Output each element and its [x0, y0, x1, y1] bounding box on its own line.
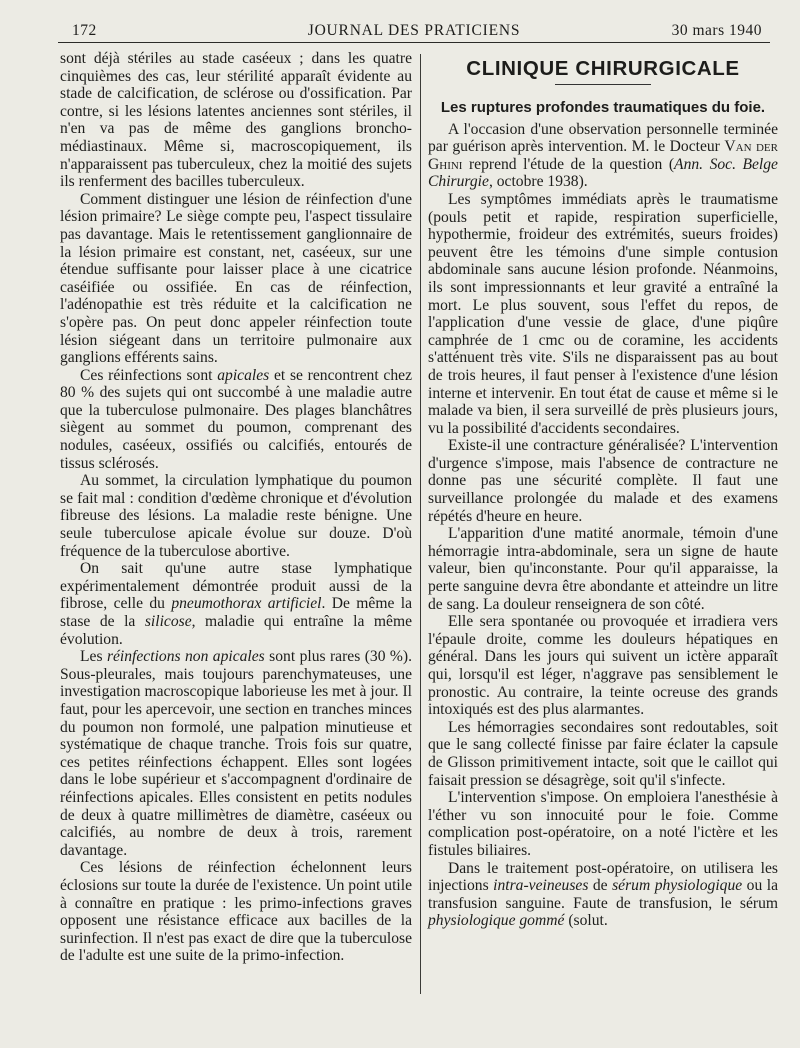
- paragraph: Elle sera spontanée ou provoquée et irradiera vers l'épaule droite, comme les douleurs hépatiques en général. Dans les jours qui suivent un ictère apparaît qui, lorsqu'il est léger, n'aggrave pas sensiblement le pronostic. Au contraire, la teinte ocreuse des grands intoxiqués est des plus alarmantes.: [428, 613, 778, 719]
- paragraph: A l'occasion d'une observation personnelle terminée par guérison après intervention. M. le Docteur Van der Ghini reprend l'étude de la question (Ann. Soc. Belge Chirurgie, octobre 1938).: [428, 120, 778, 191]
- emphasis: sérum physiologique: [612, 877, 743, 895]
- paragraph: Les réinfections non apicales sont plus rares (30 %). Sous-pleurales, mais toujours parenchymateuses, une investigation macroscopique laborieuse les met à jour. Il faut, pour les apercevoir, une section en tranches minces du poumon non formolé, une palpation minutieuse et systématique de chaque tranche. Trois fois sur quatre, ces petites réinfections échappent. Elles sont logées dans le lobe supérieur et s'accompagnent d'ordinaire de réinfections apicales. Elles consistent en petits nodules de deux à quatre millimètres de diamètre, caséeux ou calcifiés, au nombre de deux à trois, rarement davantage.: [60, 648, 412, 859]
- emphasis: apicales: [217, 366, 270, 384]
- citation: Ann. Soc. Belge Chirurgie: [428, 155, 778, 191]
- paragraph: sont déjà stériles au stade caséeux ; dans les quatre cinquièmes des cas, leur stérilité apparaît évidente au stade de calcification, de sclérose ou d'ossification. Par contre, si les lésions latentes anciennes sont stériles, il n'en va pas de même des ganglions broncho-médiastinaux. Même si, macroscopiquement, ils n'apparaissent pas tuberculeux, chez la moitié des sujets ils renferment des bacilles tuberculeux.: [60, 50, 412, 191]
- issue-date: 30 mars 1940: [671, 22, 762, 39]
- paragraph: Les symptômes immédiats après le traumatisme (pouls petit et rapide, respiration superficielle, hypothermie, froideur des extrémités, sueurs froides) peuvent être les témoins d'une simple contusion abdominale sans aucune lésion profonde. Néanmoins, ils sont impressionnants et leur gravité a entraîné la mort. Le plus souvent, sous l'effet du repos, de l'application d'une vessie de glace, d'une piqûre camphrée de 1 cmc ou de coramine, les accidents s'atténuent très vite. S'ils ne disparaissent pas au bout de trois heures, il faut penser à l'existence d'une lésion interne et intervenir. En tout état de cause et même si le malade va bien, il sera surveillé de près plusieurs jours, vu la possibilité d'accidents secondaires.: [428, 190, 778, 437]
- column-divider: [420, 54, 421, 994]
- paragraph: Ces réinfections sont apicales et se rencontrent chez 80 % des sujets qui ont succombé à une maladie autre que la tuberculose pulmonaire. Des plages blanchâtres siègent au sommet du poumon, comprenant des nodules, caséeux, ossifiés ou calcifiés, entourés de tissus sclérosés.: [60, 366, 412, 472]
- paragraph: Ces lésions de réinfection échelonnent leurs éclosions sur toute la durée de l'existence. Un point utile à connaître en pratique : les primo-infections graves opposent une résistance efficace aux bacilles de la surinfection. Il n'est pas exact de dire que la tuberculose de l'adulte est une suite de la primo-infection.: [60, 859, 412, 965]
- emphasis: silicose: [144, 613, 192, 630]
- left-column: [60, 50, 412, 965]
- right-column: [428, 52, 778, 930]
- running-header: [58, 18, 770, 44]
- journal-title: JOURNAL DES PRATICIENS: [307, 22, 521, 39]
- paragraph: Les hémorragies secondaires sont redoutables, soit que le sang collecté finisse par faire éclater la capsule de Glisson primitivement intacte, soit que le caillot qui faisait pression se désagrège, soit qu'il s'infecte.: [428, 718, 778, 789]
- page-number: 172: [72, 22, 97, 39]
- paragraph: Comment distinguer une lésion de réinfection d'une lésion primaire? Le siège compte peu, l'aspect tissulaire pas davantage. Mais le retentissement ganglionnaire de la lésion primaire est constant, net, caséeux, sur une étendue suffisante pour laisser place à une cicatrice caséifiée ou ossifiée. En cas de réinfection, l'adénopathie est très réduite et la calcification ne s'opère pas. On peut donc appeler réinfection toute lésion siégeant dans un territoire pulmonaire aux ganglions efférents sains.: [60, 190, 412, 367]
- paragraph: L'apparition d'une matité anormale, témoin d'une hémorragie intra-abdominale, sera un signe de haute valeur, bien qu'inconstante. Pour qu'il apparaisse, la perte sanguine devra être abondante et atteindre un litre de sang. La douleur renseignera de son côté.: [428, 525, 778, 613]
- emphasis: intra-veineuses: [493, 877, 589, 895]
- paragraph: Dans le traitement post-opératoire, on utilisera les injections intra-veineuses de sérum physiologique ou la transfusion sanguine. Faute de transfusion, le sérum physiologique gommé (solut.: [428, 859, 778, 930]
- title-ornament-rule: [555, 84, 651, 85]
- emphasis: physiologique gommé: [428, 912, 565, 930]
- header-rule: [58, 42, 770, 43]
- emphasis: pneumothorax artificiel: [171, 595, 322, 613]
- emphasis: réinfections non apicales: [106, 648, 265, 666]
- paragraph: Existe-il une contracture généralisée? L'intervention d'urgence s'impose, mais l'absence de contracture ne donne pas une sécurité complète. Il faut une surveillance prolongée du malade et des examens répétés d'heure en heure.: [428, 437, 778, 525]
- paragraph: On sait qu'une autre stase lymphatique expérimentalement démontrée produit aussi de la fibrose, celle du pneumothorax artificiel. De même la stase de la silicose, maladie qui entraîne la même évolution.: [60, 560, 412, 648]
- author-name: Van der Ghini: [428, 138, 778, 173]
- paragraph: L'intervention s'impose. On emploiera l'anesthésie à l'éther vu son innocuité pour le foie. Comme complication post-opératoire, on a noté l'ictère et les fistules biliaires.: [428, 789, 778, 859]
- paragraph: Au sommet, la circulation lymphatique du poumon se fait mal : condition d'œdème chronique et d'évolution fibreuse des lésions. La maladie reste bénigne. Une seule tuberculose apicale évolue sur douze. D'où fréquence de la tuberculose abortive.: [60, 472, 412, 560]
- section-title: CLINIQUE CHIRURGICALE: [466, 57, 740, 80]
- article-title: Les ruptures profondes traumatiques du foie.: [440, 98, 766, 116]
